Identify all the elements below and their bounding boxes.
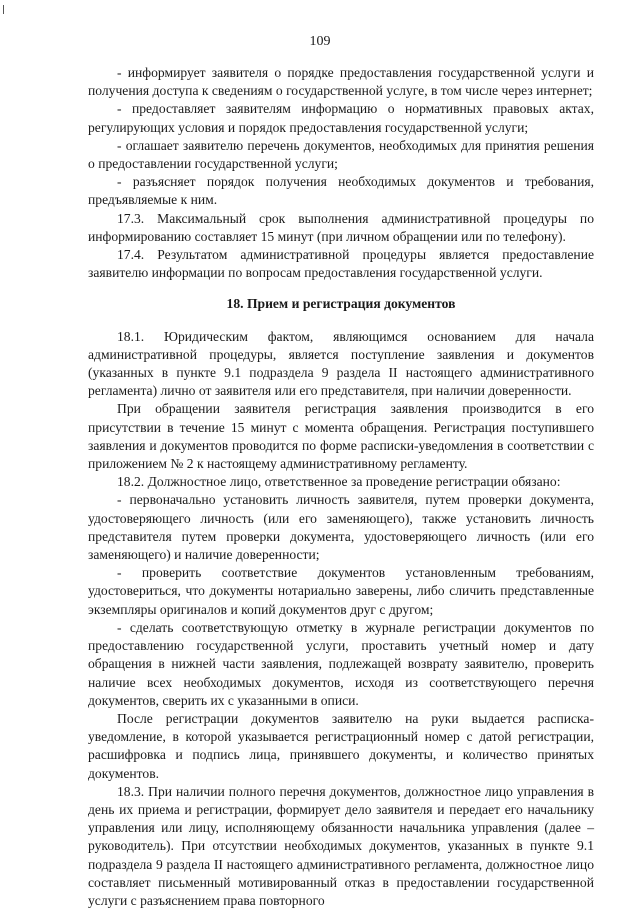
paragraph: - разъясняет порядок получения необходимых документов и требования, предъявляемые к ним. bbox=[88, 174, 594, 208]
paragraph: - проверить соответствие документов установленным требованиям, удостовериться, что документы нотариально заверены, либо сличить представленные экземпляры оригиналов и копий документов друг с другом; bbox=[88, 565, 594, 617]
paragraph: 17.3. Максимальный срок выполнения административной процедуры по информированию составляет 15 минут (при личном обращении или по телефону). bbox=[88, 210, 594, 244]
section-heading: 18. Прием и регистрация документов bbox=[226, 296, 456, 312]
paragraph: После регистрации документов заявителю на руки выдается расписка-уведомление, в которой указывается регистрационный номер с датой регистрации, расшифровка и подпись лица, принявшего документы, и количество принятых документов. bbox=[88, 710, 594, 781]
paragraph: - предоставляет заявителям информацию о нормативных правовых актах, регулирующих условия и порядок предоставления государственной услуги; bbox=[88, 101, 594, 135]
document-body bbox=[88, 64, 594, 910]
page-number: 109 bbox=[309, 34, 331, 49]
paragraph: 18.1. Юридическим фактом, являющимся основанием для начала административной процедуры, является поступление заявления и документов (указанных в пункте 9.1 подраздела 9 раздела II настоящего административного регламента) лично от заявителя или его представителя, при наличии доверенности. bbox=[88, 328, 594, 399]
paragraph: - оглашает заявителю перечень документов, необходимых для принятия решения о предоставлении государственной услуги; bbox=[88, 137, 594, 172]
paragraph: 18.2. Должностное лицо, ответственное за проведение регистрации обязано: bbox=[117, 474, 561, 490]
paragraph: 17.4. Результатом административной процедуры является предоставление заявителю информации по вопросам предоставления государственной услуги. bbox=[88, 247, 594, 281]
margin-mark bbox=[3, 5, 4, 14]
paragraph: - сделать соответствующую отметку в журнале регистрации документов по предоставлению государственной услуги, проставить учетный номер и дату обращения в нижней части заявления, подлежащей возврату заявителю, проверить наличие всех необходимых документов, исходя из соответствующего перечня документов, сверить их с указанными в описи. bbox=[88, 619, 594, 708]
paragraph: 18.3. При наличии полного перечня документов, должностное лицо управления в день их приема и регистрации, формирует дело заявителя и передает его начальнику управления или лицу, исполняющему обязанности начальника управления (далее – руководитель). При отсутствии необходимых документов, указанных в пункте 9.1 подраздела 9 раздела II настоящего административного регламента, должностное лицо составляет письменный мотивированный отказ в предоставлении государственной услуги с разъяснением права повторного bbox=[88, 783, 594, 908]
paragraph: При обращении заявителя регистрация заявления производится в его присутствии в течение 15 минут с момента обращения. Регистрация поступившего заявления и документов проводится по форме расписки-уведомления в соответствии с приложением № 2 к настоящему административному регламенту. bbox=[88, 401, 594, 472]
paragraph: - информирует заявителя о порядке предоставления государственной услуги и получения доступа к сведениям о государственной услуге, в том числе через интернет; bbox=[88, 65, 594, 99]
paragraph: - первоначально установить личность заявителя, путем проверки документа, удостоверяющего личность (или его заменяющего), также установить личность представителя путем проверки документа, удостоверяющего личность (или его заменяющего) и наличие доверенности; bbox=[88, 492, 594, 563]
